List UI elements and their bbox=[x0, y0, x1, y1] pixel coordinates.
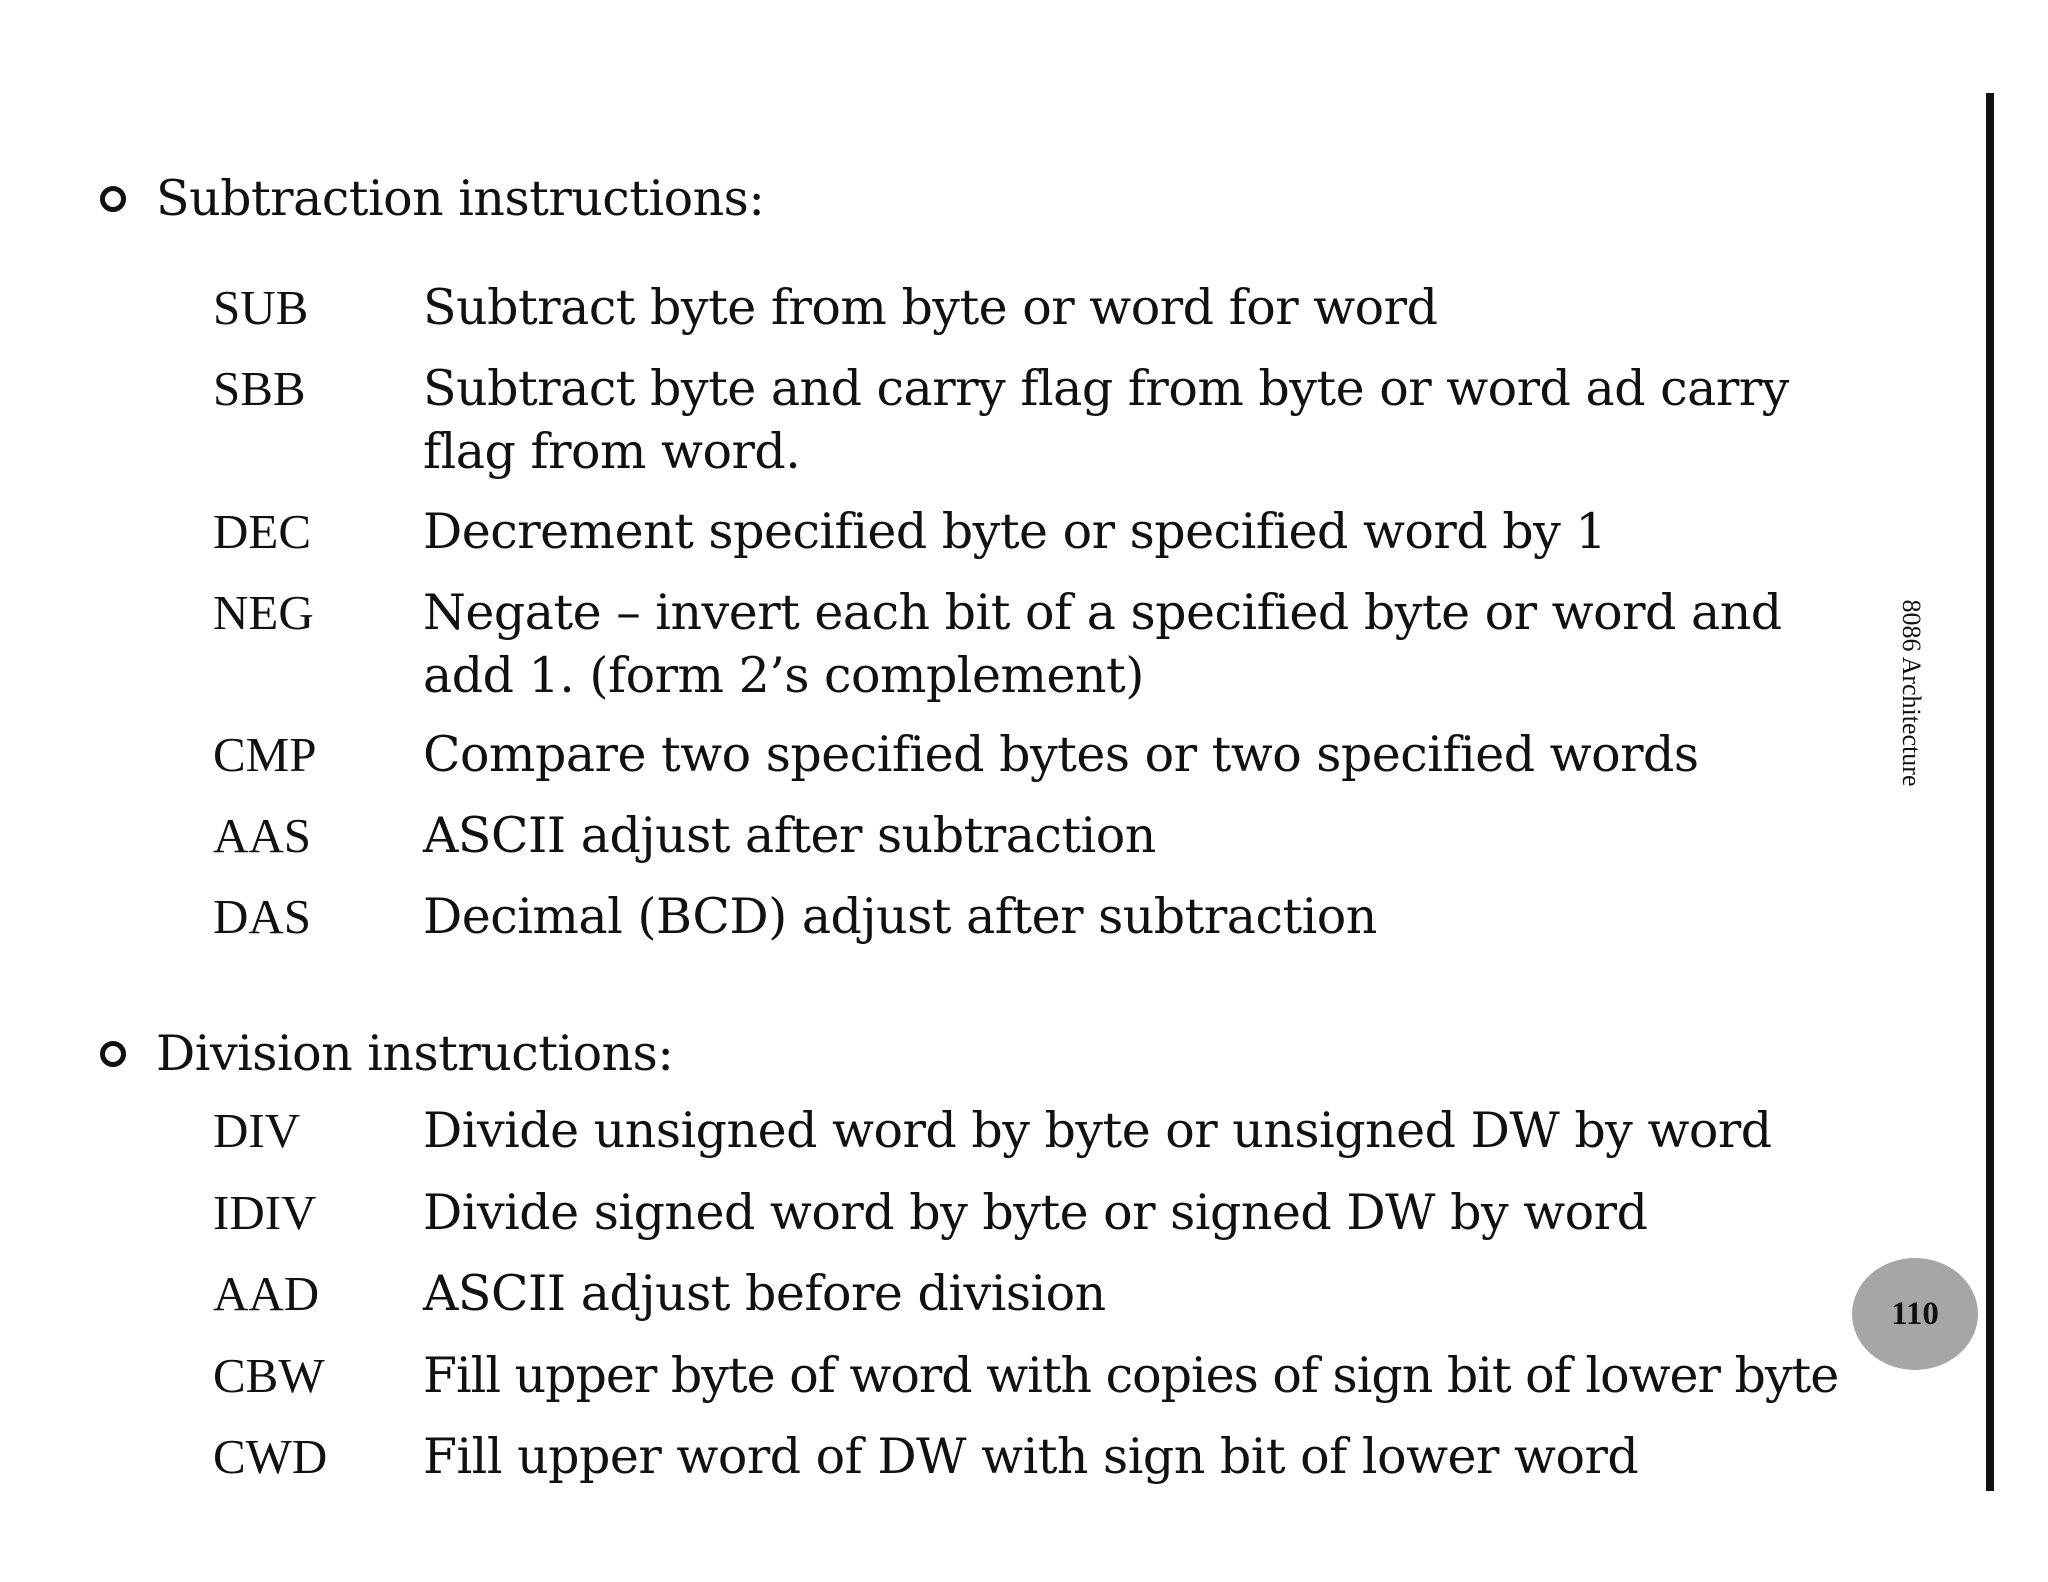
instruction-mnemonic: CBW bbox=[213, 1348, 325, 1403]
instruction-mnemonic: SUB bbox=[213, 280, 309, 335]
instruction-description: ASCII adjust after subtraction bbox=[423, 807, 1156, 864]
instruction-description: Decrement specified byte or specified word by 1 bbox=[423, 503, 1607, 560]
division-heading-text: Division instructions: bbox=[156, 1025, 674, 1082]
instruction-description: Subtract byte from byte or word for word bbox=[423, 279, 1438, 336]
side-divider bbox=[1986, 93, 1994, 1491]
subtraction-heading bbox=[100, 170, 765, 227]
instruction-description: Subtract byte and carry flag from byte or word ad carry flag from word. bbox=[423, 360, 1789, 480]
instruction-description: ASCII adjust before division bbox=[423, 1265, 1106, 1322]
instruction-description: Divide unsigned word by byte or unsigned DW by word bbox=[423, 1102, 1772, 1159]
division-heading bbox=[100, 1025, 674, 1082]
subtraction-heading-text: Subtraction instructions: bbox=[156, 170, 765, 227]
instruction-mnemonic: DEC bbox=[213, 504, 311, 559]
instruction-mnemonic: AAS bbox=[213, 808, 312, 863]
instruction-mnemonic: DAS bbox=[213, 889, 312, 944]
page-number: 110 bbox=[1891, 1295, 1939, 1332]
instruction-mnemonic: AAD bbox=[213, 1266, 320, 1321]
instruction-mnemonic: DIV bbox=[213, 1103, 301, 1158]
instruction-description: Divide signed word by byte or signed DW by word bbox=[423, 1184, 1648, 1241]
instruction-description: Compare two specified bytes or two specified words bbox=[423, 726, 1699, 783]
instruction-description: Fill upper byte of word with copies of sign bit of lower byte bbox=[423, 1347, 1839, 1404]
instruction-mnemonic: CWD bbox=[213, 1429, 328, 1484]
instruction-description: Fill upper word of DW with sign bit of lower word bbox=[423, 1428, 1639, 1485]
instruction-mnemonic: SBB bbox=[213, 361, 306, 416]
instruction-mnemonic: IDIV bbox=[213, 1185, 317, 1240]
bullet-icon bbox=[100, 186, 126, 212]
page-number-badge bbox=[1852, 1258, 1978, 1370]
bullet-icon bbox=[100, 1041, 126, 1067]
instruction-description: Decimal (BCD) adjust after subtraction bbox=[423, 888, 1377, 945]
instruction-description: Negate – invert each bit of a specified byte or word and add 1. (form 2’s complement) bbox=[423, 584, 1782, 704]
side-title: 8086 Architecture bbox=[1897, 599, 1926, 787]
instruction-mnemonic: CMP bbox=[213, 727, 317, 782]
instruction-mnemonic: NEG bbox=[213, 585, 314, 640]
